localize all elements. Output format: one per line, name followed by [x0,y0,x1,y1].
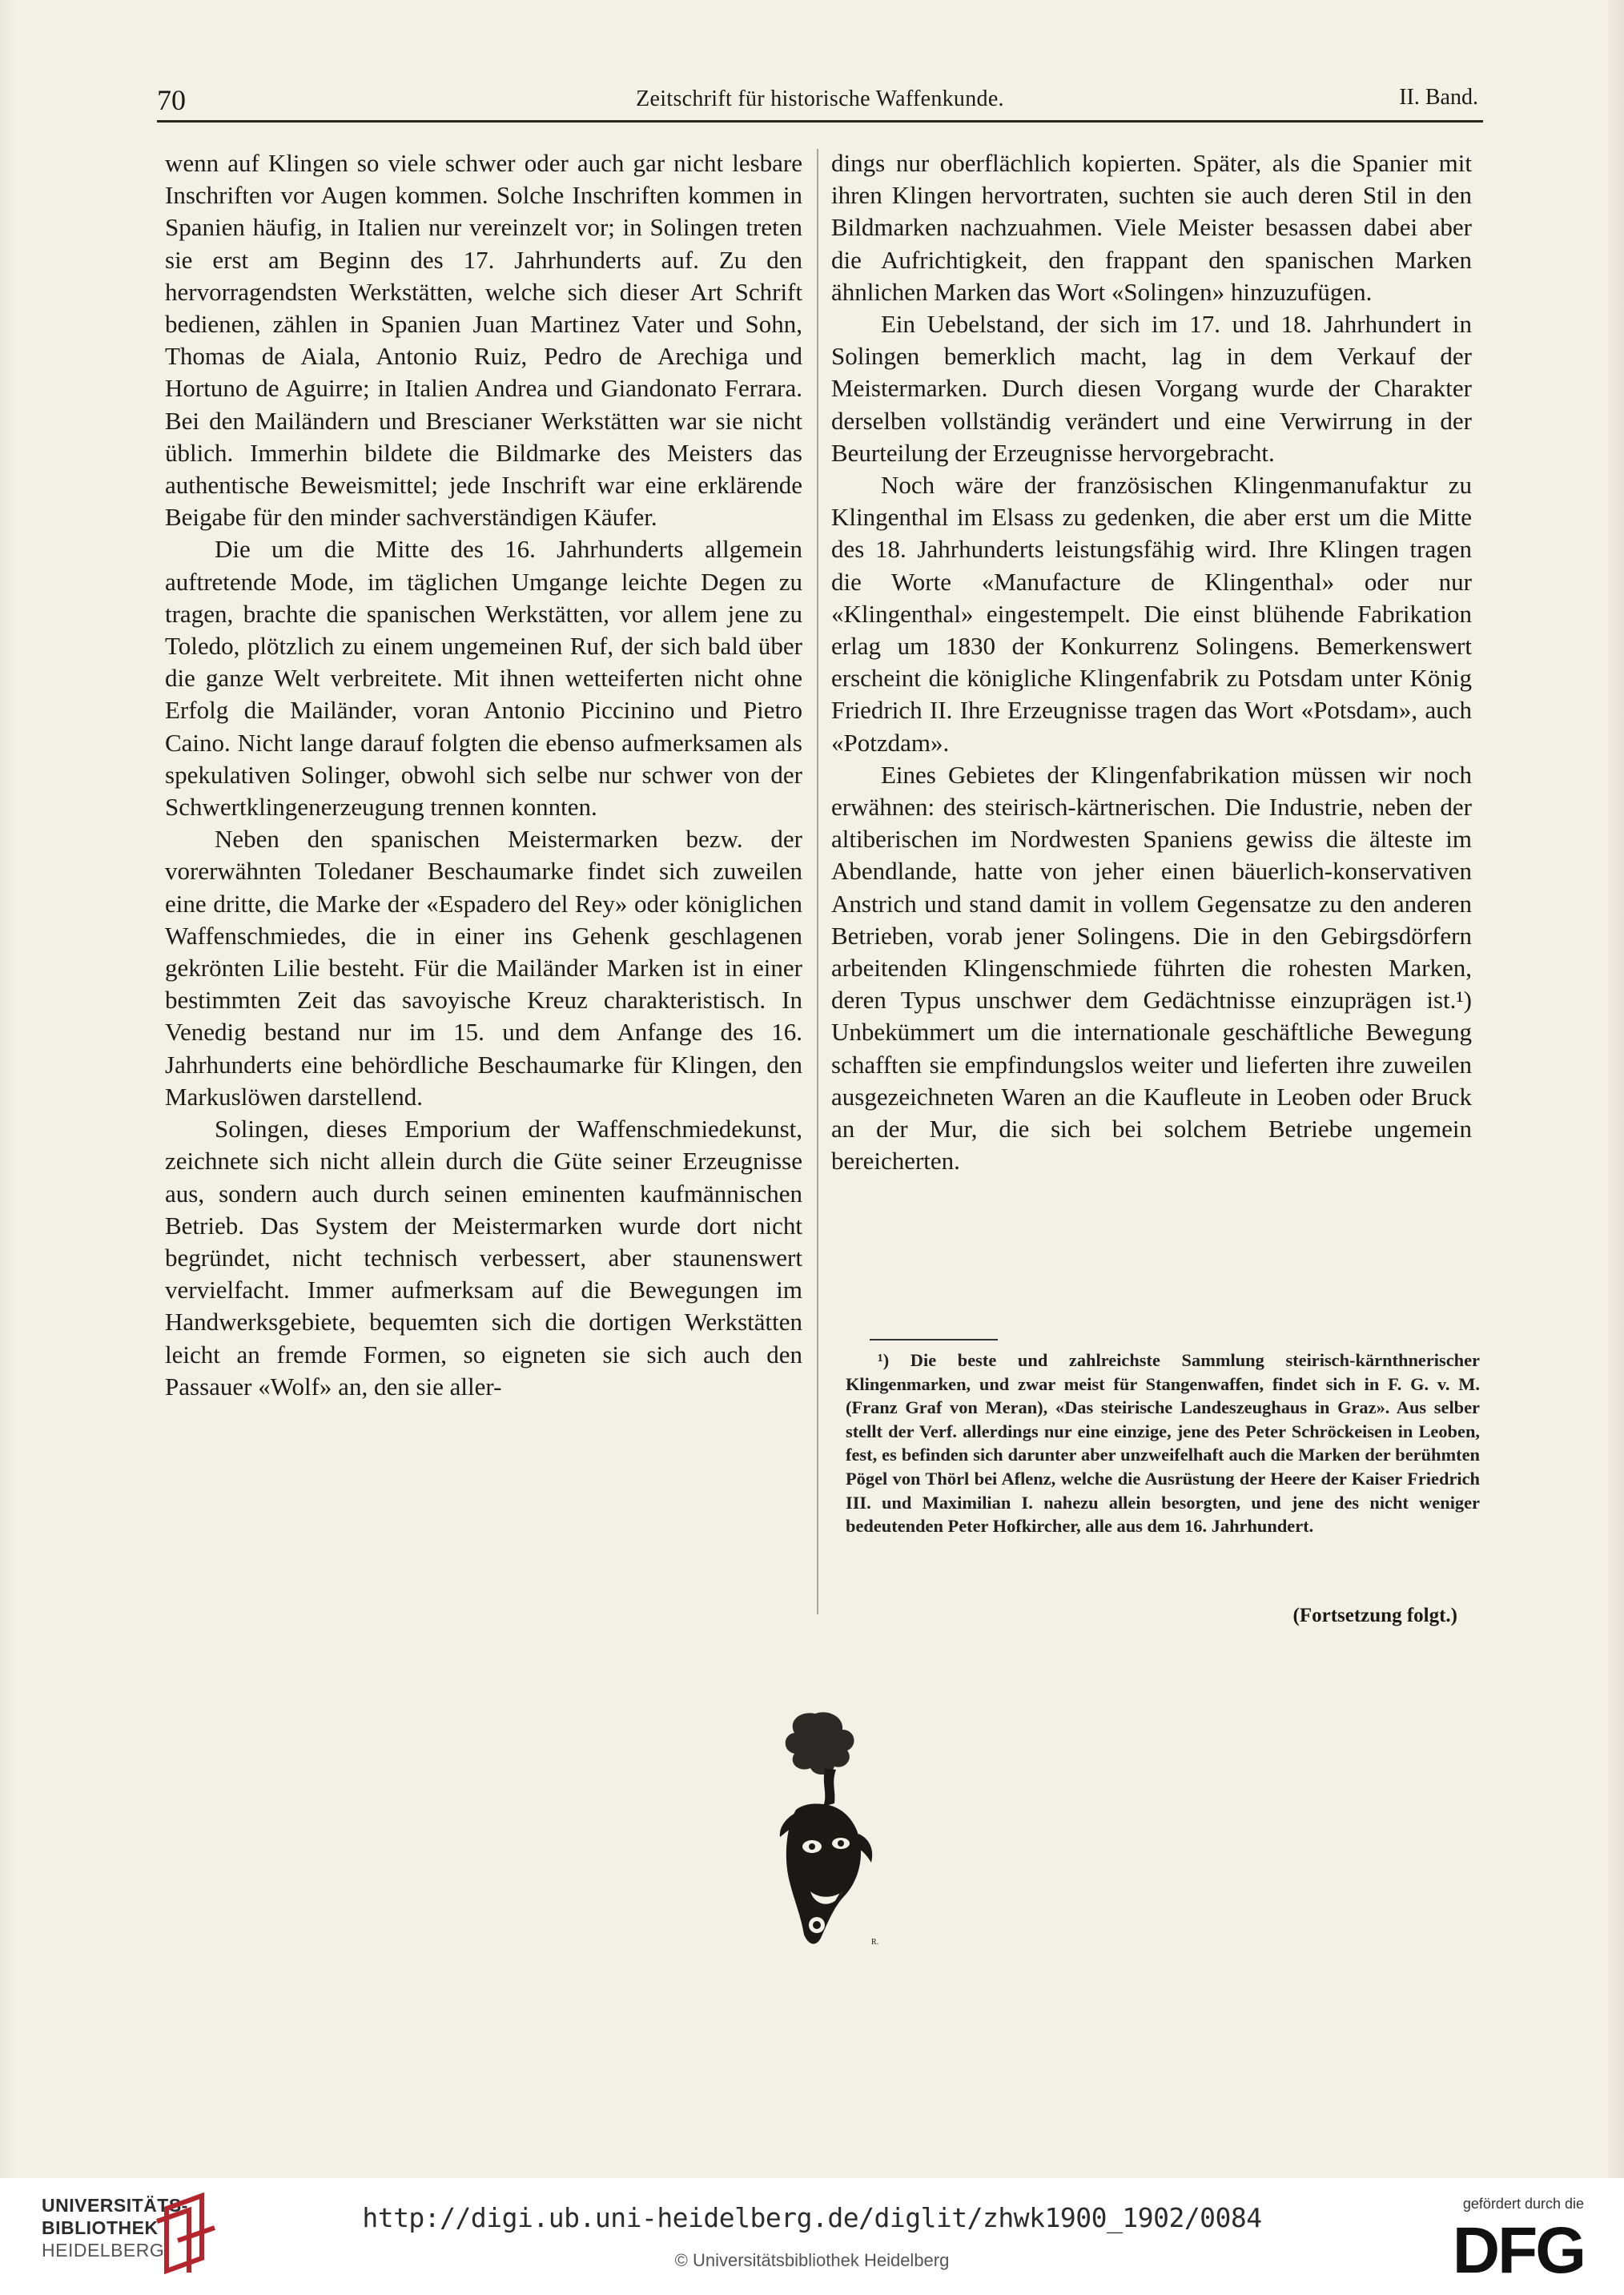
running-header [157,78,1483,127]
funding-note: gefördert durch die [1462,2196,1584,2212]
right-column [831,147,1472,1178]
vignette-grotesque-head-icon [751,1706,895,1962]
left-paragraph-1: wenn auf Klingen so viele schwer oder auch gar nicht lesbare Inschriften vor Augen kommen. Solche Inschriften kommen in Spanien häufig, in Italien nur vereinzelt vor; in Solingen treten sie erst am Beginn des 17. Jahrhunderts auf. Zu den hervorragendsten Werkstätten, welche sich dieser Art Schrift bedienen, zählen in Spanien Juan Martinez Vater und Sohn, Thomas de Aiala, Antonio Ruiz, Pedro de Arechiga und Hortuno de Aguirre; in Italien Andrea und Giandonato Ferrara. Bei den Mailändern und Brescianer Werkstätten war sie nicht üblich. Immerhin bildete die Bildmarke des Meisters das authentische Beweismittel; jede Inschrift war eine erklärende Beigabe für den minder sachverständigen Käufer. [165,149,802,532]
footnote [846,1348,1480,1538]
permalink-url[interactable]: http://digi.ub.uni-heidelberg.de/diglit/zhwk1900_1902/0084 [362,2202,1262,2233]
volume-label: II. Band. [1399,85,1478,110]
footnote-rule [870,1339,998,1340]
header-rule [157,120,1483,123]
continuation-note: (Fortsetzung folgt.) [1292,1605,1457,1626]
footnote-text: ¹) Die beste und zahlreichste Sammlung steirisch-kärnthnerischer Klingenmarken, und zwar meist für Stangenwaffen, findet sich in F. G. v. M. (Franz Graf von Meran), «Das steirische Landeszeughaus in Graz». Aus selber stellt der Verf. allerdings nur eine einzige, jene des Peter Schröckeisen in Leoben, fest, es befinden sich darunter aber unzweifelhaft auch die Marken der berühmten Pögel von Thörl bei Aflenz, welche die Ausrüstung der Heere der Kaiser Friedrich III. und Maximilian I. nahezu allein besorgten, und jene des nicht weniger bedeutenden Peter Hofkircher, alle aus dem 16. Jahrhundert. [846,1350,1480,1537]
journal-title: Zeitschrift für historische Waffenkunde. [636,86,1004,111]
column-separator [817,149,818,1614]
left-column [165,147,802,1403]
right-paragraph-1: dings nur oberflächlich kopierten. Später, als die Spanier mit ihren Klingen hervortraten, suchten sie auch deren Stil in den Bildmarken nachzuahmen. Viele Meister besassen dabei aber die Aufrichtigkeit, den frappant den spanischen Marken ähnlichen Marken das Wort «Solingen» hinzuzufügen. [831,149,1472,306]
right-paragraph-2: Ein Uebelstand, der sich im 17. und 18. Jahrhundert in Solingen bemerklich macht, lag in dem Verkauf der Meistermarken. Durch diesen Vorgang wurde der Charakter derselben vollständig verändert und eine Verwirrung in der Beurteilung der Erzeugnisse hervorgebracht. [831,310,1472,467]
library-name-line3: HEIDELBERG [42,2240,165,2261]
left-paragraph-3: Neben den spanischen Meistermarken bezw. der vorerwähnten Toledaner Beschaumarke findet sich zuweilen eine dritte, die Marke der «Espadero del Rey» oder königlichen Waffenschmiedes, die in einer ins Gehenk geschlagenen gekrönten Lilie besteht. Für die Mailänder Marken ist in einer bestimmten Zeit das savoyische Kreuz charakteristisch. In Venedig bestand nur im 15. und dem Anfange des 16. Jahrhunderts eine behördliche Beschaumarke für Klingen, den Markuslöwen darstellend. [165,825,802,1111]
right-paragraph-3: Noch wäre der französischen Klingenmanufaktur zu Klingenthal im Elsass zu gedenken, die aber erst um die Mitte des 18. Jahrhunderts leistungsfähig wird. Ihre Klingen tragen die Worte «Manufacture de Klingenthal» oder nur «Klingenthal» eingestempelt. Die einst blühende Fabrikation erlag um 1830 der Konkurrenz Solingens. Bemerkenswert erscheint die königliche Klingenfabrik zu Potsdam unter König Friedrich II. Ihre Erzeugnisse tragen das Wort «Potsdam», auch «Potzdam». [831,471,1472,757]
digital-library-footer [0,2178,1624,2295]
vignette-signature: R. [871,1938,879,1947]
copyright-notice: © Universitätsbibliothek Heidelberg [674,2250,950,2270]
page-number: 70 [157,84,186,116]
left-paragraph-4: Solingen, dieses Emporium der Waffenschmiedekunst, zeichnete sich nicht allein durch die Güte seiner Erzeugnisse aus, sondern auch durch seinen eminenten kaufmännischen Betrieb. Das System der Meistermarken wurde dort nicht begründet, nicht technisch verbessert, aber staunenswert vervielfacht. Immer aufmerksam auf die Bewegungen im Handwerksgebiete, bequemten sich die dortigen Werkstätten leicht an fremde Formen, so eigneten sie sich auch den Passauer «Wolf» an, den sie aller- [165,1115,802,1401]
left-paragraph-2: Die um die Mitte des 16. Jahrhunderts allgemein auftretende Mode, im täglichen Umgange leichte Degen zu tragen, brachte die spanischen Werkstätten, vor allem jene zu Toledo, plötzlich zu einem ungemeinen Ruf, der sich bald über die ganze Welt verbreitete. Mit ihnen wetteiferten nicht ohne Erfolg die Mailänder, voran Antonio Piccinino und Pietro Caino. Nicht lange darauf folgten die ebenso aufmerksamen als spekulativen Solinger, obwohl sich selbe nur schwer von der Schwertklingenerzeugung trennen konnten. [165,535,802,822]
library-name-line2: BIBLIOTHEK [42,2217,159,2238]
library-name-line1: UNIVERSITÄTS- [42,2195,188,2216]
right-paragraph-4: Eines Gebietes der Klingenfabrikation müssen wir noch erwähnen: des steirisch-kärtnerischen. Die Industrie, neben der altiberischen im Nordwesten Spaniens gewiss die älteste im Abendlande, hatte von jeher einen bäuerlich-konservativen Anstrich und stand damit in vollem Gegensatze zu den anderen Betrieben, vorab jener Solingens. Die in den Gebirgsdörfern arbeitenden Klingenschmiede führten die rohesten Marken, deren Typus unschwer dem Gedächtnisse einzuprägen ist.¹) Unbekümmert um die internationale geschäftliche Bewegung schafften sie empfindungslos weiter und lieferten ihre zuweilen ausgezeichneten Waren an die Kaufleute in Leoben oder Bruck an der Mur, die sich bei solchem Betriebe ungemein bereicherten. [831,760,1472,1176]
dfg-logo[interactable]: DFG [1452,2214,1584,2287]
